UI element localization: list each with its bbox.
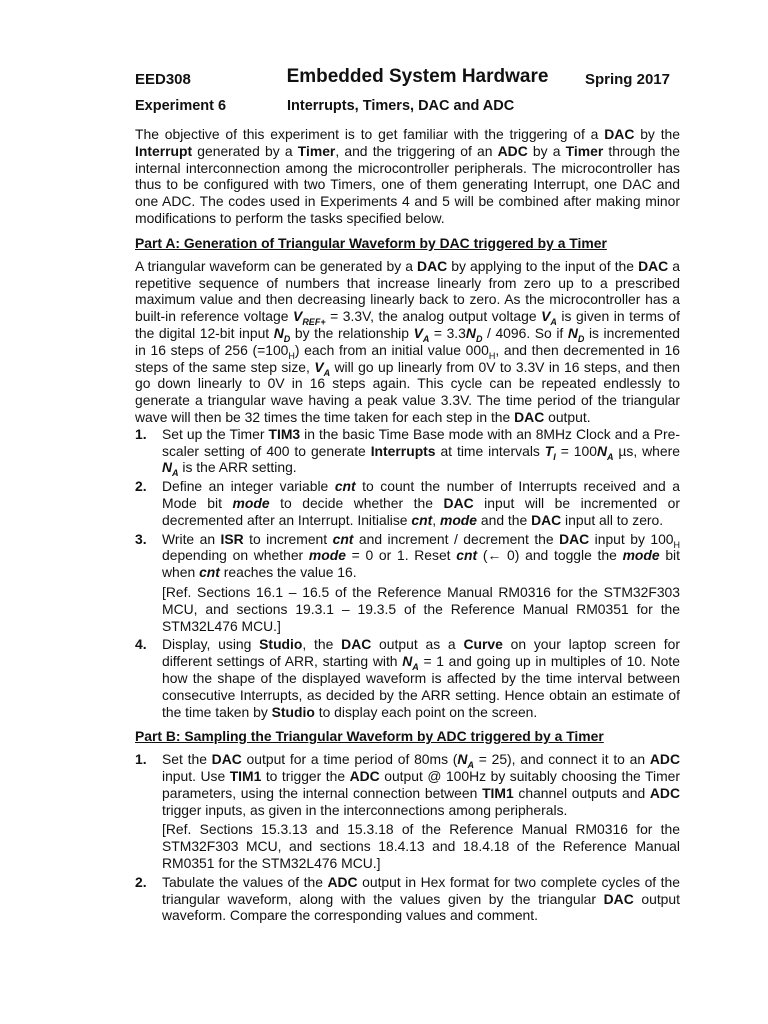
- experiment-number: Experiment 6: [135, 98, 227, 114]
- experiment-subheader: [135, 98, 680, 120]
- term-label: Spring 2017: [584, 71, 670, 88]
- intro-paragraph: The objective of this experiment is to get familiar with the triggering of a DAC by the Interrupt generated by a Timer, and the triggering of an ADC by a Timer through the internal interconnection among the microcontroller peripherals. The microcontroller has thus to be configured with two Timers, one of them generating Interrupt, one DAC and one ADC. The codes used in Experiments 4 and 5 will be combined after making minor modifications to perform the tasks specified below.: [135, 126, 681, 226]
- reference-note: [Ref. Sections 15.3.13 and 15.3.18 of the Reference Manual RM0316 for the STM32F303 MCU, and sections 18.4.13 and 18.4.18 of the Reference Manual RM0351 for the STM32L476 MCU.]: [162, 821, 680, 872]
- document-title: Embedded System Hardware: [286, 66, 549, 87]
- course-code: EED308: [135, 71, 191, 88]
- list-item: 3. Write an ISR to increment cnt and increment / decrement the DAC input by $100_H$ depending on whether mode = 0 or 1. Reset cnt (← 0) and toggle the mode bit when cnt reaches the value 16. [Ref. Sections 16.1 – 16.5 of the Reference Manual RM0316 for the STM32F303 MCU, and sections 19.3.1 – 19.3.5 of the Reference Manual RM0351 for the STM32L476 MCU.]: [135, 530, 681, 634]
- experiment-topic: Interrupts, Timers, DAC and ADC: [287, 98, 515, 114]
- part-a-steps: [135, 426, 680, 721]
- reference-note: [Ref. Sections 16.1 – 16.5 of the Reference Manual RM0316 for the STM32F303 MCU, and sections 19.3.1 – 19.3.5 of the Reference Manual RM0351 for the STM32L476 MCU.]: [162, 583, 680, 634]
- part-a-paragraph: A triangular waveform can be generated by a DAC by applying to the input of the DAC a repetitive sequence of numbers that increase linearly from zero up to a prescribed maximum value and then decreasing linearly back to zero. As the microcontroller has a built-in reference voltage $V_{REF+} = 3.3V$, the analog output voltage $V_A$ is given in terms of the digital 12-bit input $N_D$ by the relationship $V_A = 3.3N_D / 4096$. So if $N_D$ is incremented in 16 steps of 256 $(=100_H)$ each from an initial value $000_H$, and then decremented in 16 steps of the same step size, $V_A$ will go up linearly from 0V to 3.3V in 16 steps, and then go down linearly to 0V in 16 steps again. This cycle can be repeated endlessly to generate a triangular wave having a peak value 3.3V. The time period of the triangular wave will then be 32 times the time taken for each step in the DAC output.: [135, 257, 681, 425]
- list-item: 2. Tabulate the values of the ADC output in Hex format for two complete cycles of the triangular waveform, along with the values given by the triangular DAC output waveform. Compare the corresponding values and comment.: [135, 873, 680, 924]
- list-item: 1. Set the DAC output for a time period of 80ms $(N_A = 25)$, and connect it to an ADC input. Use TIM1 to trigger the ADC output @ 100Hz by suitably choosing the Timer parameters, using the internal connection between TIM1 channel outputs and ADC trigger inputs, as given in the interconnections among peripherals. [Ref. Sections 15.3.13 and 15.3.18 of the Reference Manual RM0316 for the STM32F303 MCU, and sections 18.4.13 and 18.4.18 of the Reference Manual RM0351 for the STM32L476 MCU.]: [135, 751, 680, 872]
- part-b-heading: Part B: Sampling the Triangular Waveform by ADC triggered by a Timer: [135, 728, 604, 745]
- list-item: 4. Display, using Studio, the DAC output as a Curve on your laptop screen for different settings of ARR, starting with $N_A = 1$ and going up in multiples of 10. Note how the shape of the displayed waveform is affected by the time interval between consecutive Interrupts, as decided by the ARR setting. Hence obtain an estimate of the time taken by Studio to display each point on the screen.: [135, 636, 681, 720]
- list-item: 1. Set up the Timer TIM3 in the basic Time Base mode with an 8MHz Clock and a Pre-scaler setting of 400 to generate Interrupts at time intervals $T_I = 100N_A$ µs, where $N_A$ is the ARR setting.: [135, 425, 680, 479]
- list-item: 2. Define an integer variable cnt to count the number of Interrupts received and a Mode bit mode to decide whether the DAC input will be incremented or decremented after an Interrupt. Initialise cnt, mode and the DAC input all to zero.: [135, 478, 681, 528]
- part-b-steps: [135, 751, 680, 924]
- part-a-heading: Part A: Generation of Triangular Waveform by DAC triggered by a Timer: [135, 234, 607, 251]
